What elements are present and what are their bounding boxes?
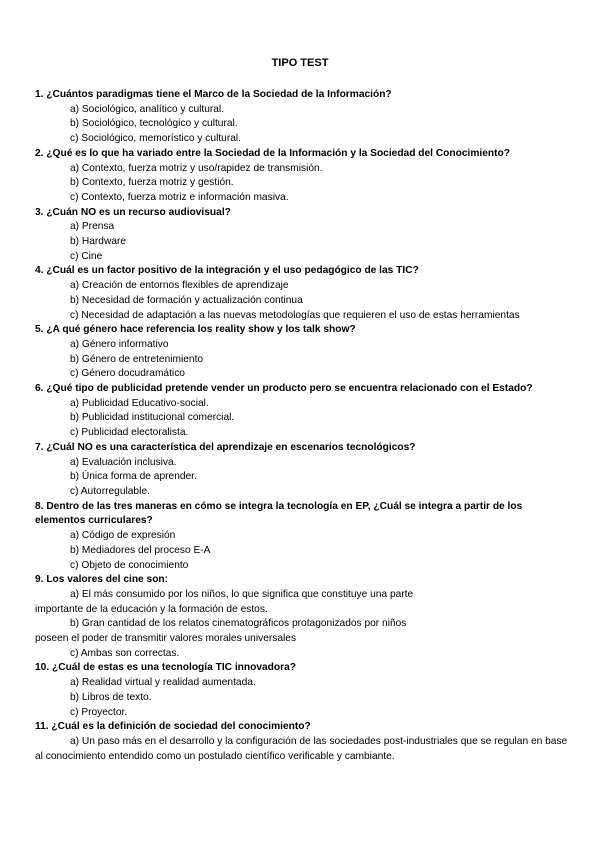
option-a: a) Prensa	[70, 221, 115, 233]
option-c: c) Género docudramático	[70, 368, 185, 380]
option-a: a) El más consumido por los niños, lo que significa que constituye una parte	[70, 588, 414, 600]
option-a: a) Creación de entornos flexibles de aprendizaje	[70, 280, 289, 292]
option-b: b) Sociológico, tecnológico y cultural.	[70, 118, 238, 130]
question-text: 7. ¿Cuál NO es una característica del aprendizaje en escenarios tecnológicos?	[35, 441, 416, 453]
question-text: 6. ¿Qué tipo de publicidad pretende vender un producto pero se encuentra relacionado con el Estado?	[35, 383, 533, 395]
option-c: c) Publicidad electoralista.	[70, 427, 189, 439]
question-list	[35, 88, 570, 764]
option-b: b) Mediadores del proceso E-A	[70, 544, 211, 556]
option-b: b) Hardware	[70, 236, 127, 248]
answer-text: a) Un paso más en el desarrollo y la configuración de las sociedades post-industriales que se regulan en base al conocimiento entendido como un postulado científico verificable y cambiante.	[35, 735, 568, 762]
option-a: a) Realidad virtual y realidad aumentada.	[70, 677, 256, 689]
question-text: 11. ¿Cuál es la definición de sociedad del conocimiento?	[35, 721, 311, 733]
question-9	[35, 573, 570, 661]
question-1	[35, 88, 570, 147]
question-text: 1. ¿Cuántos paradigmas tiene el Marco de la Sociedad de la Información?	[35, 89, 392, 100]
option-c: c) Necesidad de adaptación a las nuevas metodologías que requieren el uso de estas herramientas	[70, 309, 520, 321]
option-b: b) Libros de texto.	[70, 691, 152, 703]
option-c: c) Contexto, fuerza motriz e información masiva.	[70, 191, 289, 203]
question-10	[35, 661, 570, 720]
question-5	[35, 323, 570, 382]
option-c: c) Proyector.	[70, 706, 128, 718]
question-7	[35, 441, 570, 500]
option-b: b) Contexto, fuerza motriz y gestión.	[70, 177, 234, 189]
option-b: b) Necesidad de formación y actualización continua	[70, 294, 303, 306]
option-c: c) Autorregulable.	[70, 485, 150, 497]
question-text: 8. Dentro de las tres maneras en cómo se integra la tecnología en EP, ¿Cuál se integra a partir de los elementos curriculares?	[35, 500, 523, 527]
document-title: TIPO TEST	[271, 57, 329, 69]
option-a: a) Publicidad Educativo-social.	[70, 397, 209, 409]
option-c: c) Objeto de conocimiento	[70, 559, 189, 571]
question-4	[35, 264, 570, 323]
question-text: 9. Los valores del cine son:	[35, 574, 169, 586]
question-6	[35, 382, 570, 441]
option-a: a) Código de expresión	[70, 530, 176, 542]
question-text: 2. ¿Qué es lo que ha variado entre la Sociedad de la Información y la Sociedad del Conocimiento?	[35, 147, 510, 159]
option-a: a) Sociológico, analítico y cultural.	[70, 103, 225, 115]
question-text: 3. ¿Cuán NO es un recurso audiovisual?	[35, 206, 231, 218]
option-c: c) Ambas son correctas.	[70, 647, 180, 659]
question-2	[35, 147, 570, 206]
option-a: a) Contexto, fuerza motriz y uso/rapidez de transmisión.	[70, 162, 323, 174]
option-a-continuation: importante de la educación y la formación de estos.	[35, 603, 268, 615]
option-b: b) Género de entretenimiento	[70, 353, 204, 365]
option-b: b) Publicidad institucional comercial.	[70, 412, 235, 424]
question-8	[35, 500, 570, 574]
option-b: b) Única forma de aprender.	[70, 471, 197, 483]
option-c: c) Sociológico, memorístico y cultural.	[70, 133, 241, 145]
question-text: 4. ¿Cuál es un factor positivo de la integración y el uso pedagógico de las TIC?	[35, 265, 419, 277]
question-11	[35, 720, 570, 764]
option-c: c) Cine	[70, 250, 103, 262]
question-3	[35, 206, 570, 265]
option-b-continuation: poseen el poder de transmitir valores morales universales	[35, 633, 297, 645]
question-text: 10. ¿Cuál de estas es una tecnología TIC innovadora?	[35, 662, 296, 674]
question-text: 5. ¿A qué género hace referencia los reality show y los talk show?	[35, 324, 356, 336]
option-b: b) Gran cantidad de los relatos cinematográficos protagonizados por niños	[70, 618, 407, 630]
option-a: a) Género informativo	[70, 338, 169, 350]
option-a: a) Evaluación inclusiva.	[70, 456, 177, 468]
